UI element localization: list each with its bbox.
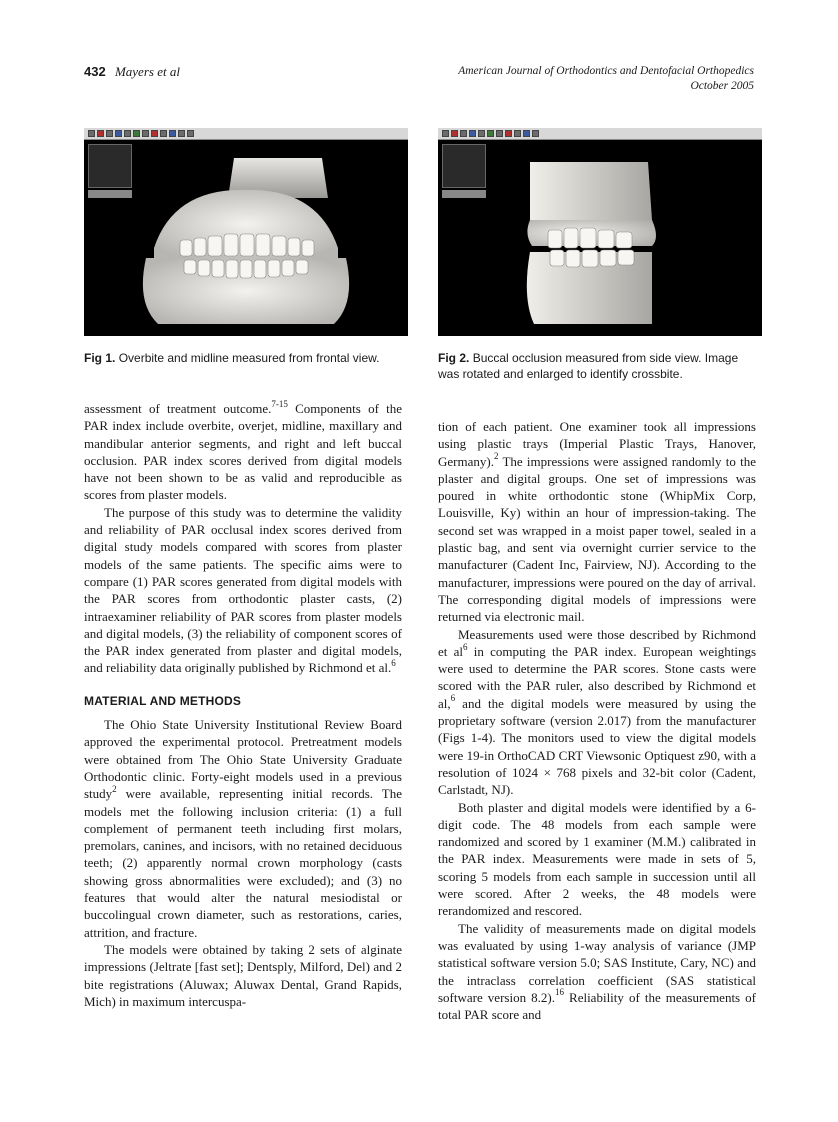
body-paragraph: The purpose of this study was to determine the validity and reliability of PAR occlusal index scores derived from digital study models compared with scores from plaster models of the same patients. The specific aims were to compare (1) PAR scores generated from digital models with the PAR scores from orthodontic plaster casts, (2) intraexaminer reliability of PAR scores from plaster models and digital models, (3) the reliability of component scores of the PAR index generated from plaster and digital models, and reliability data originally published by Richmond et al.$^6$ xyxy=(84,504,402,676)
section-heading: MATERIAL AND METHODS xyxy=(84,693,242,708)
software-toolbar xyxy=(438,128,762,140)
body-paragraph: The models were obtained by taking 2 sets of alginate impressions (Jeltrate [fast set]; Dentsply, Milford, Del) and 2 bite registrations (Aluwax; Aluwax Dental, Grand Rapids, Mich) in maximum intercuspa- xyxy=(84,941,402,1009)
figure-caption-text: Overbite and midline measured from frontal view. xyxy=(118,351,380,365)
toolbar-icon xyxy=(97,130,104,137)
toolbar-icon xyxy=(505,130,512,137)
software-toolbar xyxy=(84,128,408,140)
toolbar-icon xyxy=(178,130,185,137)
toolbar-icon xyxy=(160,130,167,137)
citation: 2 xyxy=(112,783,117,794)
toolbar-icon xyxy=(451,130,458,137)
view-buttons xyxy=(442,190,486,198)
toolbar-icon xyxy=(532,130,539,137)
toolbar-icon xyxy=(187,130,194,137)
running-header-right xyxy=(458,64,754,94)
toolbar-icon xyxy=(169,130,176,137)
body-column-right xyxy=(438,418,756,1023)
running-authors: Mayers et al xyxy=(114,64,180,79)
dental-model-frontal-illustration xyxy=(84,128,408,336)
toolbar-icon xyxy=(469,130,476,137)
figure-label: Fig 2. xyxy=(438,351,470,365)
view-buttons xyxy=(88,190,132,198)
toolbar-icon xyxy=(133,130,140,137)
body-paragraph: Both plaster and digital models were identified by a 6-digit code. The 48 models from each sample were randomized and scored by 1 examiner (M.M.) calibrated in the PAR index. Measurements were made in sets of 5, scoring 5 models from each sample in succession until all were scored. After 2 weeks, the 48 models were rerandomized and rescored. xyxy=(438,799,756,919)
citation: 2 xyxy=(493,451,499,462)
page-number: 432 xyxy=(84,64,106,79)
toolbar-icon xyxy=(487,130,494,137)
body-paragraph: tion of each patient. One examiner took all impressions using plastic trays (Imperial Plastic Trays, Hanover, Germany).$^2$ The impressions were assigned randomly to the plaster and digital groups. One set of impressions was poured in white orthodontic stone (WhipMix Corp, Louisville, Ky) within an hour of impression-taking. The second set was wrapped in a moist paper towel, sealed in a plastic bag, and sent via overnight currier service to the manufacturer (Cadent Inc, Fairview, NJ). According to the manufacturer, impressions were poured on the day of arrival. The corresponding digital models of impressions were returned via electronic mail. xyxy=(438,419,756,625)
citation: 16 xyxy=(554,987,564,998)
dental-model-side-illustration xyxy=(438,128,762,336)
citation: 7-15 xyxy=(271,398,288,409)
citation: 6 xyxy=(463,641,468,652)
toolbar-icon xyxy=(496,130,503,137)
running-header-left xyxy=(84,64,180,80)
citation: 6 xyxy=(450,693,456,704)
body-paragraph: assessment of treatment outcome.$^{7-15}$ Components of the PAR index include overbite, overjet, midline, maxillary and mandibular anterior segments, and right and left buccal occlusion. PAR index scores derived from digital models have not been shown to be as valid and reproducible as scores from plaster models. xyxy=(84,398,403,503)
toolbar-icon xyxy=(442,130,449,137)
toolbar-icon xyxy=(115,130,122,137)
body-paragraph: Measurements used were those described by Richmond et $al^6$ in computing the PAR index. European weightings were used to determine the PAR scores. Stone casts were scored with the PAR ruler, also described by Richmond et al,$^6$ and the digital models were measured by using the proprietary software (version 2.017) from the manufacturer (Figs 1-4). The monitors used to view the digital models were 19-in OrthoCAD CRT Viewsonic Optiquest z90, with a resolution of 1024 × 768 pixels and 32-bit color (Cadent, Carlstadt, NJ). xyxy=(438,626,756,798)
toolbar-icon xyxy=(151,130,158,137)
body-paragraph: The Ohio State University Institutional Review Board approved the experimental protocol. Pretreatment models were obtained from The Ohio State University Graduate Orthodontic clinic. Forty-eight models used in a previous study$^2$ were available, representing initial records. The models met the following inclusion criteria: (1) a full complement of permanent teeth including first molars, premolars, canines, and incisors, with no retained deciduous teeth; (2) apparently normal crown morphology (casts showing gross abnormalities were excluded); and (3) no features that would alter the natural mesiodistal or buccolingual crown diameter, such as restorations, caries, attrition, and fracture. xyxy=(84,717,402,940)
toolbar-icon xyxy=(514,130,521,137)
toolbar-icon xyxy=(478,130,485,137)
toolbar-icon xyxy=(142,130,149,137)
figure-1-caption xyxy=(84,350,408,366)
toolbar-icon xyxy=(460,130,467,137)
toolbar-icon xyxy=(124,130,131,137)
journal-name: American Journal of Orthodontics and Dentofacial Orthopedics xyxy=(458,65,754,77)
citation: 6 xyxy=(391,658,396,669)
figure-caption-text: Buccal occlusion measured from side view. Image was rotated and enlarged to identify crossbite. xyxy=(438,351,739,381)
figure-2-caption xyxy=(438,350,754,382)
figure-2-image xyxy=(438,128,762,336)
figure-1-image xyxy=(84,128,408,336)
orientation-widget-icon xyxy=(88,144,132,188)
toolbar-icon xyxy=(88,130,95,137)
figure-label: Fig 1. xyxy=(84,351,116,365)
body-column-left xyxy=(84,400,402,1010)
toolbar-icon xyxy=(106,130,113,137)
toolbar-icon xyxy=(523,130,530,137)
journal-issue: October 2005 xyxy=(690,80,754,92)
orientation-widget-icon xyxy=(442,144,486,188)
body-paragraph: The validity of measurements made on digital models was evaluated by using 1-way analysis of variance (JMP statistical software version 5.0; SAS Institute, Cary, NC) and the intraclass correlation coefficient (SAS statistical software version 8.2).$^{16}$ Reliability of the measurements of total PAR score and xyxy=(438,920,756,1023)
